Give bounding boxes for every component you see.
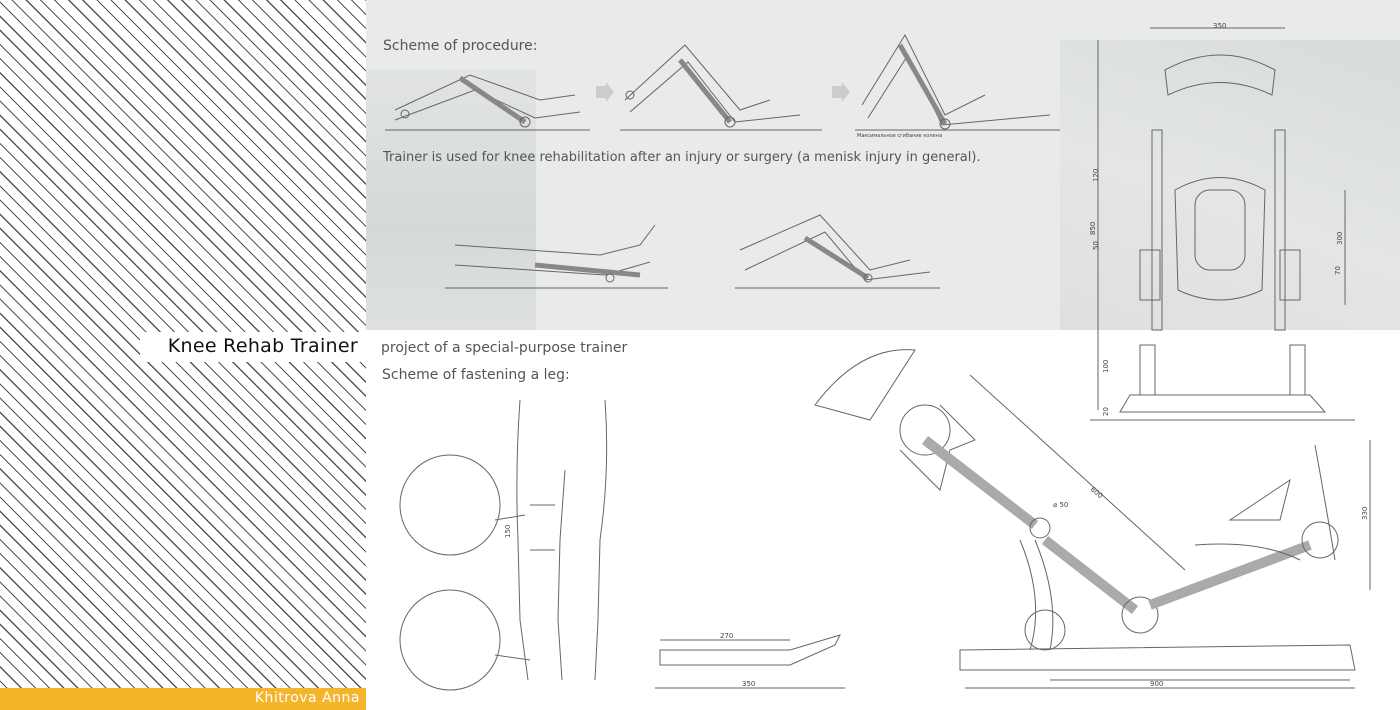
dim-front-height: 850	[1089, 221, 1097, 235]
dim-leg-150: 150	[504, 524, 512, 538]
procedure-step-4	[445, 225, 668, 288]
arrow-icon	[596, 82, 614, 102]
procedure-step-5	[735, 215, 940, 288]
fastening-heading: Scheme of fastening a leg:	[382, 367, 570, 383]
description-text: Trainer is used for knee rehabilitation after an injury or surgery (a menisk injury in general).	[383, 150, 981, 165]
author-name: Khitrova Anna	[254, 690, 360, 706]
dim-front-50: 50	[1092, 241, 1100, 250]
dim-side-diameter: ⌀ 50	[1053, 501, 1069, 509]
dim-front-70: 70	[1334, 266, 1342, 275]
dim-front-width: 350	[1213, 22, 1227, 30]
dim-front-120: 120	[1092, 168, 1100, 182]
dim-front-20: 20	[1102, 407, 1110, 416]
front-view-drawing	[1090, 28, 1355, 420]
dim-side-600: 600	[1088, 485, 1105, 501]
project-subtitle: project of a special-purpose trainer	[381, 340, 628, 356]
arrow-icon	[832, 82, 850, 102]
procedure-step-2	[620, 45, 822, 130]
dim-side-900: 900	[1150, 680, 1164, 688]
procedure-heading: Scheme of procedure:	[383, 38, 538, 54]
procedure-step-1	[385, 75, 590, 130]
page-title: Knee Rehab Trainer	[167, 335, 358, 357]
side-view-drawing	[655, 350, 1370, 688]
dim-front-300: 300	[1336, 231, 1344, 245]
caption-max-flexion: Максимальное сгибание колена	[857, 133, 943, 139]
dim-front-100: 100	[1102, 359, 1110, 373]
dim-side-330: 330	[1361, 506, 1369, 520]
leg-fastening-drawing	[400, 400, 607, 690]
procedure-step-3	[855, 35, 1060, 130]
dim-base-350: 350	[742, 680, 756, 688]
dim-base-270: 270	[720, 632, 734, 640]
